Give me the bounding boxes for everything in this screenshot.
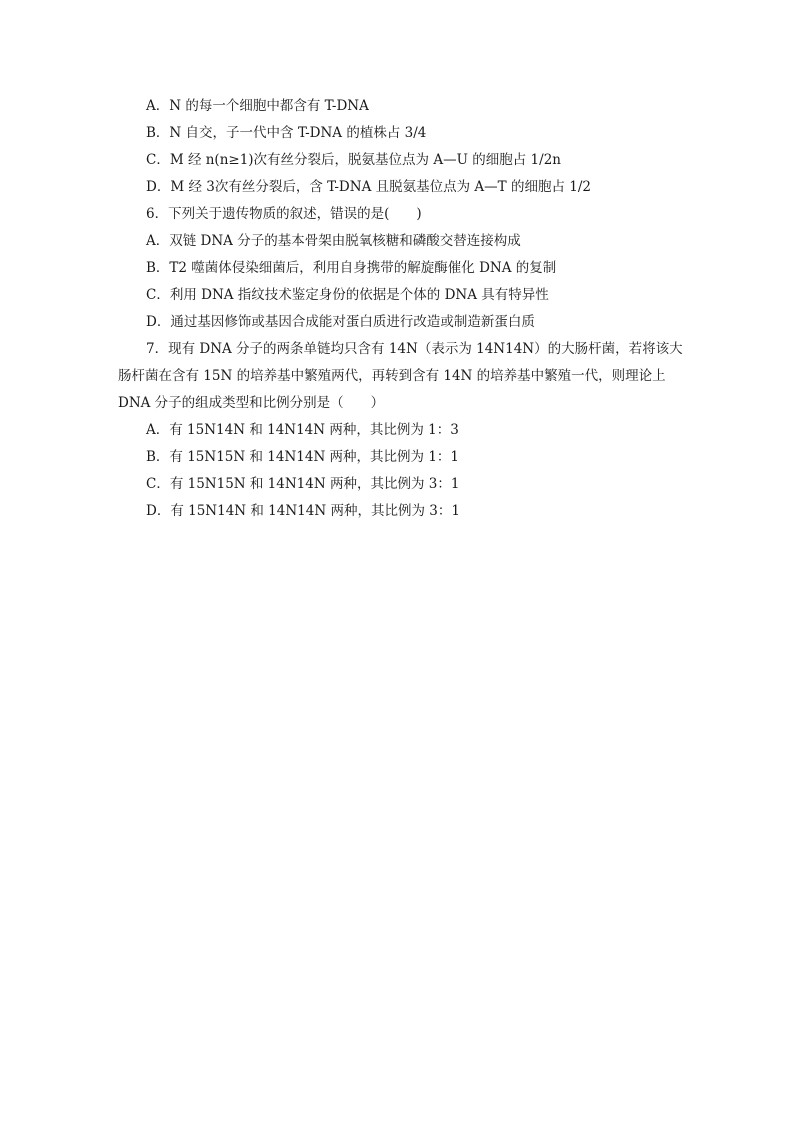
q6-option-a: A．双链 DNA 分子的基本骨架由脱氧核糖和磷酸交替连接构成: [146, 233, 521, 249]
q7-stem-line-1: 7．现有 DNA 分子的两条单链均只含有 14N（表示为 14N14N）的大肠杆菌，若将该大: [146, 341, 683, 357]
q5-option-c: C．M 经 n(n≥1)次有丝分裂后，脱氨基位点为 A—U 的细胞占 1/2n: [146, 152, 561, 168]
q7-option-b: B．有 15N15N 和 14N14N 两种，其比例为 1：1: [146, 449, 460, 465]
q6-option-d: D．通过基因修饰或基因合成能对蛋白质进行改造或制造新蛋白质: [146, 314, 535, 330]
q5-option-b: B．N 自交，子一代中含 T-DNA 的植株占 3/4: [146, 125, 427, 141]
q6-stem: 6．下列关于遗传物质的叙述，错误的是( ): [146, 206, 422, 222]
q7-option-d: D．有 15N14N 和 14N14N 两种，其比例为 3：1: [146, 503, 460, 519]
q6-option-c: C．利用 DNA 指纹技术鉴定身份的依据是个体的 DNA 具有特异性: [146, 287, 549, 303]
q7-stem-line-3: DNA 分子的组成类型和比例分别是（ ）: [118, 395, 385, 411]
q6-option-b: B．T2 噬菌体侵染细菌后，利用自身携带的解旋酶催化 DNA 的复制: [146, 260, 557, 276]
q5-option-d: D．M 经 3次有丝分裂后，含 T-DNA 且脱氨基位点为 A—T 的细胞占 1/2: [146, 179, 591, 195]
question-content: [118, 93, 688, 525]
q7-option-c: C．有 15N15N 和 14N14N 两种，其比例为 3：1: [146, 476, 460, 492]
q7-option-a: A．有 15N14N 和 14N14N 两种，其比例为 1：3: [146, 422, 459, 438]
q5-option-a: A．N 的每一个细胞中都含有 T-DNA: [146, 98, 369, 114]
q7-stem-line-2: 肠杆菌在含有 15N 的培养基中繁殖两代，再转到含有 14N 的培养基中繁殖一代，则理论上: [118, 368, 666, 384]
